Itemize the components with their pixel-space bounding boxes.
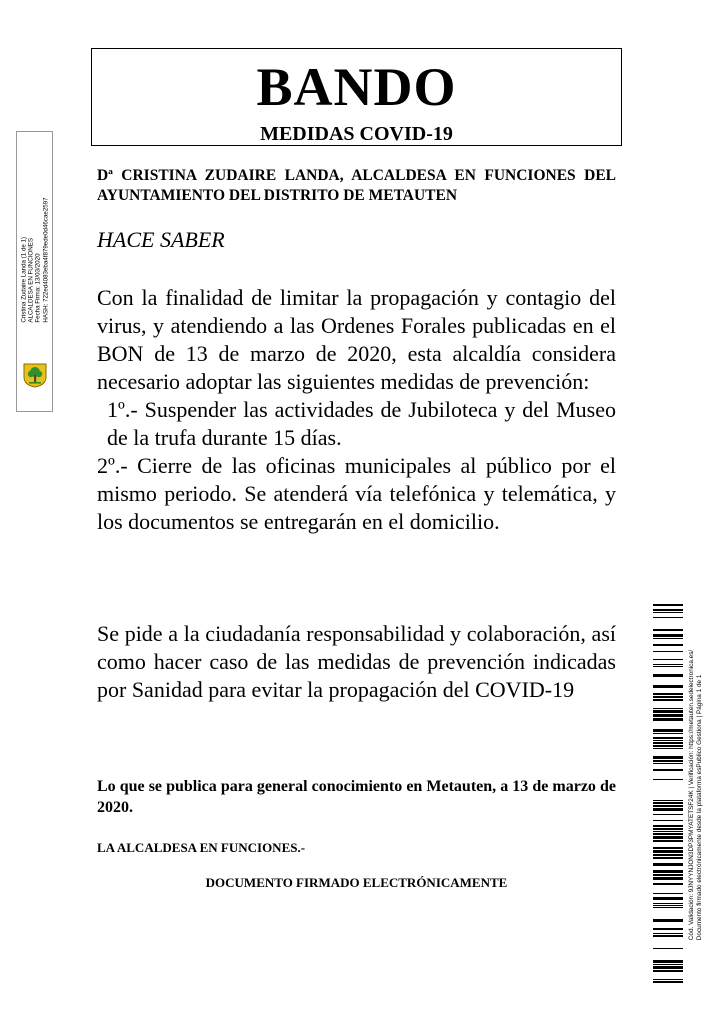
barcode-stripe — [653, 808, 683, 811]
barcode-stripe — [653, 617, 683, 618]
barcode-stripe — [653, 699, 683, 701]
barcode-stripe — [653, 836, 683, 839]
title-box — [91, 48, 622, 146]
barcode-stripe — [653, 651, 683, 652]
barcode-stripe — [653, 948, 683, 949]
barcode-stripe — [653, 960, 683, 963]
barcode-stripe — [653, 814, 683, 815]
document-title: BANDO — [256, 57, 457, 117]
barcode-stripe — [653, 769, 683, 771]
barcode-stripe — [653, 740, 683, 741]
closing-paragraph: Lo que se publica para general conocimiento en Metauten, a 13 de marzo de 2020. — [97, 778, 616, 816]
barcode-stripe — [653, 831, 683, 832]
measure-item: 2º.- Cierre de las oficinas municipales al público por el mismo periodo. Se atenderá vía telefónica y telemática, y los documentos se entregarán en el domicilio. — [97, 453, 616, 534]
barcode-stripe — [653, 877, 683, 880]
electronic-signature-stamp — [16, 131, 53, 412]
barcode-stripe — [653, 737, 683, 739]
barcode-stripe — [653, 638, 683, 639]
barcode-stripe — [653, 857, 683, 859]
municipal-crest-icon — [22, 363, 48, 388]
signature-role: ALCALDESA EN FUNCIONES — [27, 238, 35, 323]
barcode-stripe — [653, 634, 683, 637]
barcode-stripe — [653, 779, 683, 780]
barcode-stripe — [653, 919, 683, 922]
barcode-stripe — [653, 966, 683, 969]
barcode-stripe — [653, 609, 683, 611]
barcode-stripe — [653, 981, 683, 983]
barcode-stripe — [653, 718, 683, 721]
barcode-stripe — [653, 903, 683, 904]
barcode-stripe — [653, 733, 683, 734]
barcode-stripe — [653, 874, 683, 876]
signature-hash: HASH: 722ed4083eba4f879ede0d46cae2597 — [41, 197, 49, 323]
barcode-stripe — [653, 800, 683, 801]
barcode-stripe — [653, 850, 683, 853]
barcode-stripe — [653, 870, 683, 873]
measure-item: 1º.- Suspender las actividades de Jubiloteca y del Museo de la trufa durante 15 días. — [107, 397, 616, 450]
barcode-stripe — [653, 883, 683, 885]
barcode-stripe — [653, 933, 683, 934]
barcode-stripe — [653, 907, 683, 908]
barcode-stripe — [653, 696, 683, 698]
barcode-stripe — [653, 664, 683, 665]
barcode-stripe — [653, 685, 683, 688]
barcode-stripe — [653, 825, 683, 827]
barcode-stripe — [653, 710, 683, 713]
request-paragraph: Se pide a la ciudadanía responsabilidad y colaboración, así como hacer caso de las medidas de prevención indicadas por Sanidad para evitar la propagación del COVID-19 — [97, 621, 616, 702]
barcode-stripe — [653, 833, 683, 835]
issuing-authority: Dª CRISTINA ZUDAIRE LANDA, ALCALDESA EN FUNCIONES DEL AYUNTAMIENTO DEL DISTRITO DE METAUTEN — [97, 167, 616, 204]
barcode-stripe — [653, 893, 683, 894]
barcode-stripe — [653, 748, 683, 749]
barcode-stripe — [653, 805, 683, 807]
verification-text — [688, 650, 704, 940]
verification-platform: Documento firmado electrónicamente desde la plataforma esPublico Gestiona | Página 1 de 1 — [696, 674, 703, 941]
signature-date: Fecha Firma: 13/03/2020 — [34, 253, 42, 323]
barcode-stripe — [653, 644, 683, 646]
barcode-stripe — [653, 742, 683, 744]
barcode-stripe — [653, 970, 683, 972]
barcode-stripe — [653, 979, 683, 980]
verification-code: Cód. Validación: 9JNYYNJON3DP3PMYATETSF24K | Verificación: https://metauten.sedelectronica.es/ — [688, 649, 695, 941]
barcode-stripe — [653, 612, 683, 613]
intro-paragraph: Con la finalidad de limitar la propagación y contagio del virus, y atendiendo a las Ordenes Forales publicadas en el BON de 13 de marzo de 2020, esta alcaldía considera necesario adoptar las siguientes medidas de prevención: — [97, 285, 616, 394]
barcode-stripe — [653, 745, 683, 747]
barcode-stripe — [653, 756, 683, 759]
barcode-stripe — [653, 666, 683, 667]
barcode-stripe — [653, 964, 683, 965]
barcode-stripe — [653, 604, 683, 606]
barcode-stripe — [653, 693, 683, 695]
signer-title: LA ALCALDESA EN FUNCIONES.- — [97, 840, 306, 855]
barcode-stripe — [653, 763, 683, 764]
barcode-stripe — [653, 863, 683, 866]
barcode — [653, 604, 683, 986]
barcode-stripe — [653, 714, 683, 717]
barcode-stripe — [653, 802, 683, 804]
barcode-stripe — [653, 729, 683, 732]
barcode-stripe — [653, 854, 683, 856]
barcode-stripe — [653, 935, 683, 937]
barcode-stripe — [653, 708, 683, 709]
barcode-stripe — [653, 760, 683, 762]
body-text — [97, 284, 616, 536]
signature-signer: Cristina Zudaire Landa (1 de 1) — [20, 236, 28, 323]
barcode-stripe — [653, 897, 683, 900]
barcode-stripe — [653, 820, 683, 821]
barcode-stripe — [653, 674, 683, 677]
barcode-stripe — [653, 928, 683, 930]
barcode-stripe — [653, 905, 683, 906]
announcement-heading: HACE SABER — [97, 227, 225, 252]
signature-stamp-text — [20, 197, 49, 322]
document-subtitle: MEDIDAS COVID-19 — [260, 123, 453, 145]
barcode-stripe — [653, 847, 683, 849]
signed-notice: DOCUMENTO FIRMADO ELECTRÓNICAMENTE — [205, 875, 508, 890]
barcode-stripe — [653, 840, 683, 842]
barcode-stripe — [653, 828, 683, 830]
barcode-stripe — [653, 629, 683, 631]
barcode-stripe — [653, 659, 683, 660]
